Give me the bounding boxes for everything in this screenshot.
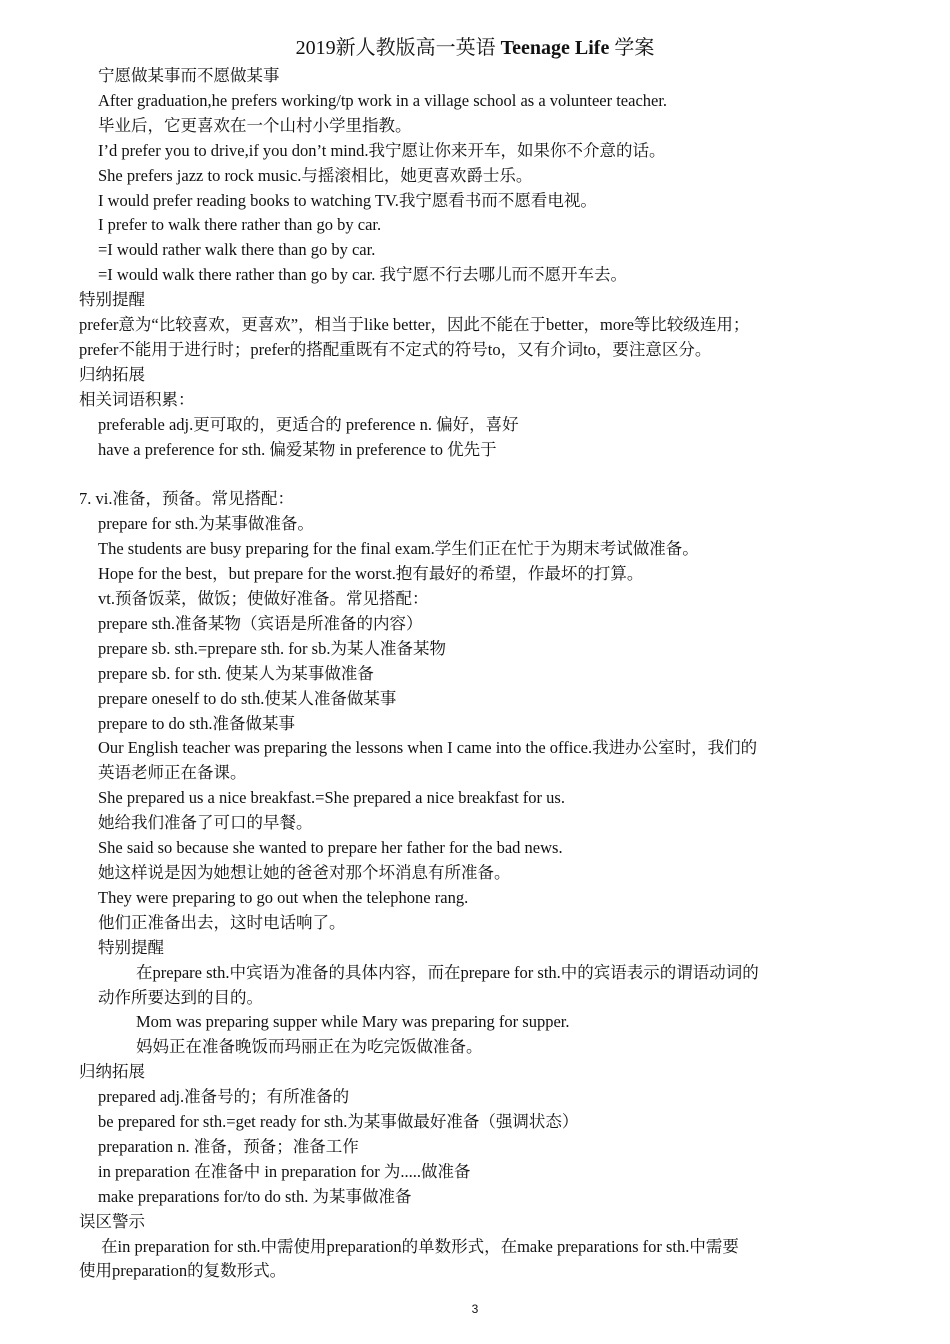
example-sentence: Mom was preparing supper while Mary was preparing for supper. [136,1012,570,1032]
section-heading-summary: 归纳拓展 [79,364,145,384]
vocab-line: preparation n. 准备，预备；准备工作 [98,1136,359,1156]
note-line: 在in preparation for sth.中需使用preparation的单数形式，在make preparations for sth.中需要 [101,1236,739,1256]
note-line: 在prepare sth.中宾语为准备的具体内容，而在prepare for sth.中的宾语表示的谓语动词的 [136,962,759,982]
vocab-line: have a preference for sth. 偏爱某物 in preference to 优先于 [98,439,497,459]
translation-line: 她给我们准备了可口的早餐。 [98,813,313,833]
section-heading-pitfall: 误区警示 [79,1211,145,1231]
vocab-line: preferable adj.更可取的，更适合的 preference n. 偏好，喜好 [98,414,519,434]
translation-line: 她这样说是因为她想让她的爸爸对那个坏消息有所准备。 [98,862,511,882]
page-number: 3 [471,1302,479,1316]
section-heading-special-note: 特别提醒 [79,290,145,310]
text-line: 宁愿做某事而不愿做某事 [98,66,280,85]
phrase-line: prepare sb. sth.=prepare sth. for sb.为某人准备某物 [98,638,446,658]
example-sentence: =I would rather walk there than go by car. [98,240,376,260]
example-sentence: I’d prefer you to drive,if you don’t mind.我宁愿让你来开车，如果你不介意的话。 [98,140,666,160]
example-sentence: =I would walk there rather than go by car. 我宁愿不行去哪儿而不愿开车去。 [98,265,627,285]
section-heading-summary: 归纳拓展 [79,1062,145,1082]
page-title [0,35,950,61]
example-sentence: I prefer to walk there rather than go by car. [98,215,382,235]
example-sentence: I would prefer reading books to watching TV.我宁愿看书而不愿看电视。 [98,190,597,210]
note-line: 动作所要达到的目的。 [98,987,263,1007]
note-line: prefer不能用于进行时；prefer的搭配重既有不定式的符号to，又有介词to，要注意区分。 [79,339,712,359]
vocab-line: be prepared for sth.=get ready for sth.为某事做最好准备（强调状态） [98,1112,579,1132]
entry-heading-prepare: 7. vi.准备，预备。常见搭配： [79,489,294,509]
title-suffix: 学案 [609,37,655,59]
example-sentence: Hope for the best，but prepare for the worst.抱有最好的希望，作最坏的打算。 [98,564,644,584]
document-body [79,64,875,1284]
translation-line: 毕业后，它更喜欢在一个山村小学里指教。 [98,115,412,135]
phrase-line: prepare for sth.为某事做准备。 [98,514,314,534]
phrase-line: prepare sb. for sth. 使某人为某事做准备 [98,663,374,683]
example-sentence: She prefers jazz to rock music.与摇滚相比，她更喜欢爵士乐。 [98,165,533,185]
phrase-line: prepare sth.准备某物（宾语是所准备的内容） [98,613,423,633]
definition-line: vt.预备饭菜，做饭；使做好准备。常见搭配： [98,589,429,609]
vocab-line: make preparations for/to do sth. 为某事做准备 [98,1186,412,1206]
example-sentence: They were preparing to go out when the telephone rang. [98,887,469,907]
blank-line [79,463,875,488]
section-heading-special-note: 特别提醒 [98,937,164,957]
translation-line: 英语老师正在备课。 [98,763,247,783]
example-sentence: She said so because she wanted to prepare her father for the bad news. [98,838,563,858]
translation-line: 妈妈正在准备晚饭而玛丽正在为吃完饭做准备。 [136,1037,483,1057]
vocab-line: in preparation 在准备中 in preparation for 为.....做准备 [98,1161,471,1181]
note-line: prefer意为“比较喜欢，更喜欢”，相当于like better，因此不能在于better，more等比较级连用； [79,315,750,335]
example-sentence: Our English teacher was preparing the lessons when I came into the office.我进办公室时，我们的 [98,738,758,758]
subheading-vocab: 相关词语积累： [79,389,195,409]
title-bold: Teenage Life [500,37,610,59]
vocab-line: prepared adj.准备号的；有所准备的 [98,1087,350,1107]
note-line: 使用preparation的复数形式。 [79,1261,287,1281]
title-prefix: 2019新人教版高一英语 [295,37,501,59]
phrase-line: prepare to do sth.准备做某事 [98,713,296,733]
example-sentence: After graduation,he prefers working/tp work in a village school as a volunteer teacher. [98,90,668,110]
example-sentence: The students are busy preparing for the final exam.学生们正在忙于为期末考试做准备。 [98,539,699,559]
phrase-line: prepare oneself to do sth.使某人准备做某事 [98,688,397,708]
example-sentence: She prepared us a nice breakfast.=She prepared a nice breakfast for us. [98,788,565,808]
translation-line: 他们正准备出去，这时电话响了。 [98,912,346,932]
